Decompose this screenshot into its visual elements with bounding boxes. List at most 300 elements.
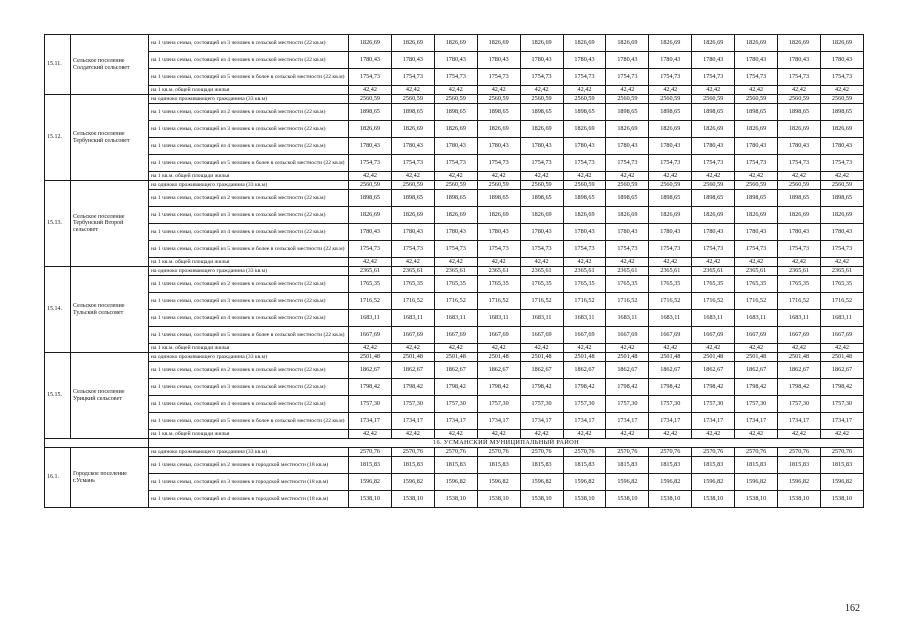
value-cell: 1826,69 [820,121,863,138]
row-description: на 1 члена семьи, состоящей из 3 человек в городской местности (18 кв.м) [149,474,349,491]
value-cell: 1596,82 [649,474,692,491]
value-cell: 1757,30 [820,396,863,413]
value-cell: 1826,69 [649,121,692,138]
value-cell: 1754,73 [391,69,434,86]
value-cell: 1734,17 [391,413,434,430]
value-cell: 1815,83 [649,457,692,474]
table-row [45,353,864,362]
value-cell: 42,42 [563,430,606,439]
table-row [45,457,864,474]
value-cell: 2501,48 [477,353,520,362]
value-cell: 1716,52 [520,293,563,310]
value-cell: 1765,35 [563,276,606,293]
row-description: на 1 члена семьи, состоящей из 2 человек в сельской местности (22 кв.м) [149,362,349,379]
value-cell: 1754,73 [649,69,692,86]
value-cell: 42,42 [477,430,520,439]
section-number: 15.13. [45,181,71,267]
value-cell: 1780,43 [434,138,477,155]
value-cell: 1683,11 [520,310,563,327]
value-cell: 1780,43 [520,138,563,155]
value-cell: 1898,65 [563,104,606,121]
value-cell: 1754,73 [820,69,863,86]
value-cell: 1898,65 [692,104,735,121]
value-cell: 1538,10 [649,491,692,508]
value-cell: 2560,59 [563,181,606,190]
value-cell: 2570,76 [735,448,778,457]
value-cell: 1815,83 [820,457,863,474]
row-description: на 1 члена семьи, состоящей из 4 человек в сельской местности (22 кв.м) [149,396,349,413]
value-cell: 1683,11 [692,310,735,327]
value-cell: 1754,73 [692,155,735,172]
value-cell: 2560,59 [606,95,649,104]
value-cell: 1815,83 [477,457,520,474]
value-cell: 1757,30 [563,396,606,413]
value-cell: 1596,82 [735,474,778,491]
value-cell: 1826,69 [520,121,563,138]
value-cell: 1780,43 [477,224,520,241]
value-cell: 42,42 [735,172,778,181]
value-cell: 42,42 [520,86,563,95]
value-cell: 2365,61 [477,267,520,276]
value-cell: 2365,61 [520,267,563,276]
value-cell: 2570,76 [349,448,392,457]
value-cell: 1667,69 [692,327,735,344]
value-cell: 1754,73 [563,155,606,172]
value-cell: 1716,52 [735,293,778,310]
value-cell: 1798,42 [820,379,863,396]
value-cell: 42,42 [820,86,863,95]
value-cell: 1780,43 [349,138,392,155]
table-row [45,344,864,353]
table-row [45,172,864,181]
value-cell: 2501,48 [778,353,821,362]
value-cell: 2570,76 [520,448,563,457]
value-cell: 42,42 [520,258,563,267]
value-cell: 1754,73 [477,69,520,86]
value-cell: 1757,30 [477,396,520,413]
value-cell: 1538,10 [434,491,477,508]
value-cell: 2365,61 [563,267,606,276]
section-number: 16.1. [45,448,71,508]
district-header: 16. УСМАНСКИЙ МУНИЦИПАЛЬНЫЙ РАЙОН [149,439,864,448]
value-cell: 1716,52 [477,293,520,310]
value-cell: 1716,52 [391,293,434,310]
value-cell: 1826,69 [606,121,649,138]
row-description: на 1 кв.м. общей площади жилья [149,430,349,439]
value-cell: 1754,73 [477,155,520,172]
value-cell: 42,42 [735,430,778,439]
value-cell: 1898,65 [649,104,692,121]
value-cell: 42,42 [349,86,392,95]
value-cell: 1780,43 [391,52,434,69]
value-cell: 42,42 [349,172,392,181]
value-cell: 2560,59 [477,181,520,190]
row-description: на 1 члена семьи, состоящей из 4 человек в сельской местности (22 кв.м) [149,52,349,69]
value-cell: 42,42 [606,344,649,353]
value-cell: 2560,59 [649,181,692,190]
value-cell: 1765,35 [735,276,778,293]
value-cell: 1826,69 [649,207,692,224]
value-cell: 42,42 [477,172,520,181]
value-cell: 42,42 [391,430,434,439]
row-description: на 1 члена семьи, состоящей из 3 человек в сельской местности (22 кв.м) [149,121,349,138]
value-cell: 1596,82 [820,474,863,491]
value-cell: 1734,17 [349,413,392,430]
value-cell: 1862,67 [434,362,477,379]
value-cell: 1734,17 [735,413,778,430]
value-cell: 42,42 [820,258,863,267]
value-cell: 1754,73 [391,241,434,258]
value-cell: 1898,65 [735,104,778,121]
value-cell: 1780,43 [391,138,434,155]
value-cell: 2560,59 [778,181,821,190]
value-cell: 1734,17 [563,413,606,430]
value-cell: 1898,65 [434,190,477,207]
value-cell: 1757,30 [778,396,821,413]
row-description: на 1 члена семьи, состоящей из 5 человек и более в сельской местности (22 кв.м) [149,69,349,86]
table-row [45,181,864,190]
value-cell: 2365,61 [434,267,477,276]
value-cell: 1780,43 [649,52,692,69]
value-cell: 1780,43 [649,224,692,241]
value-cell: 2560,59 [692,95,735,104]
value-cell: 1780,43 [820,138,863,155]
settlement-name: Сельское поселение Урицкий сельсовет [71,353,149,439]
value-cell: 1780,43 [778,52,821,69]
value-cell: 1862,67 [820,362,863,379]
row-description: на 1 члена семьи, состоящей из 4 человек в сельской местности (22 кв.м) [149,138,349,155]
value-cell: 1826,69 [349,35,392,52]
value-cell: 1765,35 [692,276,735,293]
value-cell: 42,42 [391,86,434,95]
value-cell: 1765,35 [820,276,863,293]
value-cell: 1862,67 [520,362,563,379]
value-cell: 42,42 [820,344,863,353]
table-row [45,86,864,95]
value-cell: 1754,73 [563,241,606,258]
value-cell: 1780,43 [349,224,392,241]
row-description: на 1 кв.м. общей площади жилья [149,258,349,267]
value-cell: 1862,67 [692,362,735,379]
value-cell: 1780,43 [692,52,735,69]
value-cell: 42,42 [820,172,863,181]
value-cell: 1596,82 [606,474,649,491]
value-cell: 2560,59 [477,95,520,104]
row-description: на одиноко проживающего гражданина (33 кв.м) [149,267,349,276]
value-cell: 1898,65 [349,104,392,121]
value-cell: 1826,69 [778,207,821,224]
value-cell: 1667,69 [606,327,649,344]
value-cell: 1667,69 [563,327,606,344]
value-cell: 1667,69 [520,327,563,344]
value-cell: 1898,65 [520,190,563,207]
value-cell: 42,42 [520,344,563,353]
value-cell: 2570,76 [563,448,606,457]
value-cell: 1862,67 [649,362,692,379]
value-cell: 2501,48 [391,353,434,362]
value-cell: 1596,82 [434,474,477,491]
table-row [45,396,864,413]
row-description: на 1 члена семьи, состоящей из 3 человек в сельской местности (22 кв.м) [149,207,349,224]
value-cell: 1754,73 [692,69,735,86]
value-cell: 2560,59 [349,95,392,104]
value-cell: 42,42 [606,86,649,95]
value-cell: 1780,43 [735,138,778,155]
value-cell: 1798,42 [391,379,434,396]
value-cell: 42,42 [735,258,778,267]
table-row [45,155,864,172]
value-cell: 2560,59 [735,181,778,190]
value-cell: 2365,61 [349,267,392,276]
value-cell: 1765,35 [349,276,392,293]
value-cell: 1815,83 [563,457,606,474]
value-cell: 1898,65 [778,104,821,121]
value-cell: 1538,10 [520,491,563,508]
value-cell: 2365,61 [649,267,692,276]
value-cell: 1826,69 [434,121,477,138]
value-cell: 1826,69 [391,207,434,224]
row-description: на 1 члена семьи, состоящей из 5 человек и более в сельской местности (22 кв.м) [149,327,349,344]
value-cell: 1754,73 [606,155,649,172]
value-cell: 1757,30 [349,396,392,413]
value-cell: 2560,59 [391,181,434,190]
row-description: на 1 члена семьи, состоящей из 5 человек и более в сельской местности (22 кв.м) [149,241,349,258]
value-cell: 1862,67 [477,362,520,379]
value-cell: 1596,82 [778,474,821,491]
value-cell: 1826,69 [349,121,392,138]
row-description: на 1 члена семьи, состоящей из 4 человек в городской местности (18 кв.м) [149,491,349,508]
value-cell: 1683,11 [434,310,477,327]
table-row [45,448,864,457]
value-cell: 1754,73 [735,241,778,258]
value-cell: 1754,73 [520,155,563,172]
value-cell: 1898,65 [606,190,649,207]
district-header-row [45,439,864,448]
value-cell: 42,42 [606,172,649,181]
value-cell: 1826,69 [563,35,606,52]
value-cell: 1815,83 [692,457,735,474]
value-cell: 1754,73 [778,69,821,86]
value-cell: 42,42 [434,344,477,353]
value-cell: 1798,42 [692,379,735,396]
section-number: 15.15. [45,353,71,439]
section-number: 15.14. [45,267,71,353]
value-cell: 42,42 [692,86,735,95]
table-row [45,491,864,508]
row-description: на 1 члена семьи, состоящей из 2 человек в сельской местности (22 кв.м) [149,190,349,207]
value-cell: 42,42 [692,430,735,439]
value-cell: 1826,69 [692,207,735,224]
document-sheet [44,34,864,508]
value-cell: 1754,73 [649,155,692,172]
value-cell: 1780,43 [434,224,477,241]
value-cell: 1757,30 [692,396,735,413]
value-cell: 1754,73 [520,69,563,86]
value-cell: 1826,69 [563,207,606,224]
value-cell: 2560,59 [606,181,649,190]
value-cell: 2560,59 [820,181,863,190]
value-cell: 1734,17 [434,413,477,430]
value-cell: 1798,42 [606,379,649,396]
value-cell: 42,42 [563,172,606,181]
value-cell: 1667,69 [434,327,477,344]
value-cell: 2501,48 [820,353,863,362]
value-cell: 1754,73 [778,241,821,258]
value-cell: 1716,52 [778,293,821,310]
value-cell: 1862,67 [563,362,606,379]
value-cell: 1734,17 [649,413,692,430]
row-description: на 1 кв.м. общей площади жилья [149,86,349,95]
value-cell: 1815,83 [349,457,392,474]
value-cell: 2365,61 [778,267,821,276]
value-cell: 1765,35 [391,276,434,293]
value-cell: 1826,69 [349,207,392,224]
value-cell: 2560,59 [434,181,477,190]
value-cell: 1765,35 [477,276,520,293]
value-cell: 1780,43 [606,138,649,155]
table-row [45,293,864,310]
table-row [45,138,864,155]
value-cell: 1754,73 [434,241,477,258]
value-cell: 42,42 [349,344,392,353]
value-cell: 1815,83 [391,457,434,474]
housing-cost-table [44,34,864,508]
value-cell: 2570,76 [606,448,649,457]
row-description: на одиноко проживающего гражданина (33 кв.м) [149,448,349,457]
value-cell: 1716,52 [606,293,649,310]
table-row [45,52,864,69]
table-row [45,413,864,430]
value-cell: 42,42 [434,258,477,267]
page-number: 162 [845,603,860,614]
value-cell: 1780,43 [520,224,563,241]
value-cell: 1754,73 [349,155,392,172]
table-row [45,104,864,121]
value-cell: 1826,69 [477,207,520,224]
value-cell: 2501,48 [520,353,563,362]
value-cell: 2560,59 [778,95,821,104]
value-cell: 1780,43 [606,52,649,69]
settlement-name: Сельское поселение Тербунский Второй сельсовет [71,181,149,267]
value-cell: 1683,11 [820,310,863,327]
value-cell: 2570,76 [820,448,863,457]
value-cell: 1596,82 [349,474,392,491]
value-cell: 1596,82 [477,474,520,491]
value-cell: 1898,65 [778,190,821,207]
value-cell: 1826,69 [820,207,863,224]
value-cell: 1754,73 [692,241,735,258]
value-cell: 2560,59 [391,95,434,104]
value-cell: 1757,30 [649,396,692,413]
value-cell: 1826,69 [606,35,649,52]
table-row [45,121,864,138]
value-cell: 1754,73 [349,241,392,258]
value-cell: 1667,69 [477,327,520,344]
value-cell: 2560,59 [735,95,778,104]
value-cell: 1826,69 [778,35,821,52]
table-row [45,224,864,241]
value-cell: 1798,42 [349,379,392,396]
value-cell: 2570,76 [477,448,520,457]
row-description: на одиноко проживающего гражданина (33 кв.м) [149,181,349,190]
table-row [45,474,864,491]
value-cell: 42,42 [692,344,735,353]
value-cell: 2560,59 [520,95,563,104]
value-cell: 1798,42 [649,379,692,396]
value-cell: 1596,82 [391,474,434,491]
row-description: на 1 кв.м. общей площади жилья [149,344,349,353]
value-cell: 2501,48 [563,353,606,362]
value-cell: 1898,65 [349,190,392,207]
value-cell: 1815,83 [520,457,563,474]
value-cell: 1898,65 [820,104,863,121]
value-cell: 1757,30 [520,396,563,413]
value-cell: 2560,59 [434,95,477,104]
value-cell: 1716,52 [434,293,477,310]
value-cell: 1826,69 [477,121,520,138]
table-row [45,276,864,293]
value-cell: 1754,73 [606,241,649,258]
value-cell: 42,42 [692,172,735,181]
value-cell: 1765,35 [606,276,649,293]
row-description: на 1 члена семьи, состоящей из 3 человек в сельской местности (22 кв.м) [149,379,349,396]
table-row [45,310,864,327]
value-cell: 1716,52 [563,293,606,310]
value-cell: 1683,11 [477,310,520,327]
value-cell: 42,42 [649,86,692,95]
value-cell: 1898,65 [735,190,778,207]
value-cell: 1826,69 [649,35,692,52]
row-description: на одиноко проживающего гражданина (33 кв.м) [149,95,349,104]
row-description: на 1 члена семьи, состоящей из 2 человек в городской местности (18 кв.м) [149,457,349,474]
value-cell: 1667,69 [778,327,821,344]
value-cell: 1683,11 [606,310,649,327]
value-cell: 1754,73 [349,69,392,86]
value-cell: 42,42 [778,258,821,267]
value-cell: 42,42 [477,344,520,353]
table-row [45,207,864,224]
value-cell: 1683,11 [391,310,434,327]
value-cell: 42,42 [563,344,606,353]
value-cell: 42,42 [692,258,735,267]
value-cell: 1667,69 [735,327,778,344]
value-cell: 1826,69 [563,121,606,138]
value-cell: 1538,10 [778,491,821,508]
settlement-name: Городское поселение г.Усмань [71,448,149,508]
value-cell: 42,42 [778,86,821,95]
value-cell: 1826,69 [520,207,563,224]
value-cell: 1754,73 [434,69,477,86]
row-description: на 1 члена семьи, состоящей из 5 человек и более в сельской местности (22 кв.м) [149,413,349,430]
value-cell: 1780,43 [563,52,606,69]
value-cell: 1826,69 [778,121,821,138]
value-cell: 1798,42 [735,379,778,396]
value-cell: 42,42 [649,430,692,439]
value-cell: 1898,65 [520,104,563,121]
value-cell: 1780,43 [391,224,434,241]
value-cell: 1898,65 [649,190,692,207]
value-cell: 1898,65 [391,104,434,121]
table-row [45,430,864,439]
value-cell: 1826,69 [820,35,863,52]
value-cell: 1754,73 [778,155,821,172]
table-row [45,327,864,344]
value-cell: 1754,73 [434,155,477,172]
value-cell: 42,42 [606,430,649,439]
value-cell: 2501,48 [692,353,735,362]
value-cell: 2365,61 [820,267,863,276]
value-cell: 1538,10 [735,491,778,508]
